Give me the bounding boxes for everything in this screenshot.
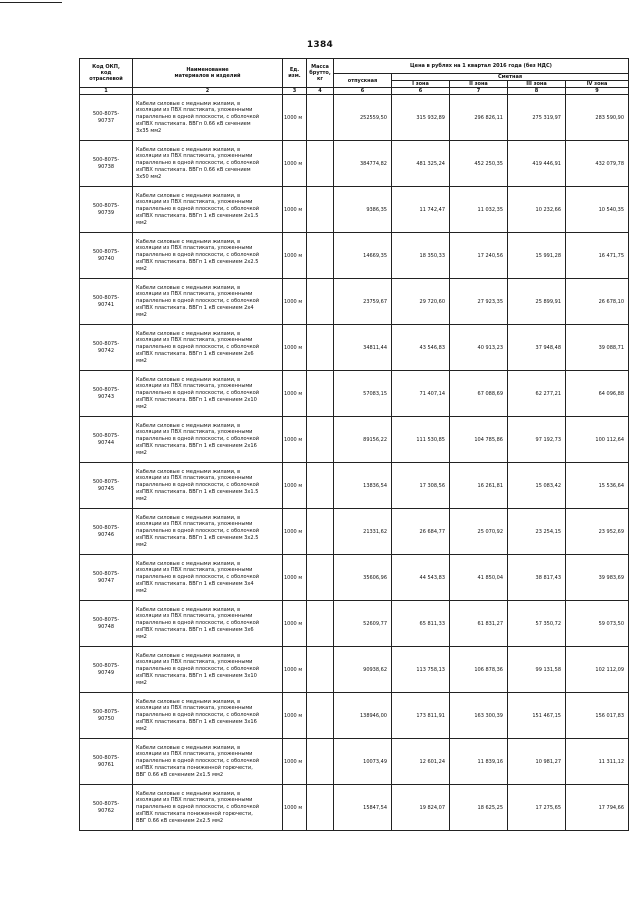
cell-zone-2-price: 41 850,04 — [450, 555, 508, 601]
cell-mass — [307, 279, 334, 325]
cell-mass — [307, 739, 334, 785]
cell-release-price: 138946,00 — [334, 693, 392, 739]
header-name: Наименование материалов и изделий — [133, 59, 283, 88]
header-zone-1: I зона — [392, 81, 450, 88]
corner-rule — [0, 2, 62, 3]
cell-zone-3-price: 37 948,48 — [508, 325, 566, 371]
cell-zone-3-price: 10 232,66 — [508, 187, 566, 233]
table-row — [80, 233, 629, 279]
table-row — [80, 647, 629, 693]
cell-release-price: 21331,62 — [334, 509, 392, 555]
table-row — [80, 509, 629, 555]
cell-zone-1-price: 481 325,24 — [392, 141, 450, 187]
cell-mass — [307, 371, 334, 417]
cell-zone-4-price: 102 112,09 — [566, 647, 629, 693]
cell-name: Кабели силовые с медными жилами, в изоляции из ПВХ пластиката, уложенными параллельно в одной плоскости, с оболочкой изПВХ пластиката. ВВГп 1 кВ сечением 3х10 мм2 — [133, 647, 283, 693]
cell-code: 500-8075- 90745 — [80, 463, 133, 509]
cell-code: 500-8075- 90741 — [80, 279, 133, 325]
cell-zone-1-price: 17 308,56 — [392, 463, 450, 509]
cell-zone-4-price: 17 794,66 — [566, 785, 629, 831]
cell-zone-4-price: 283 590,90 — [566, 95, 629, 141]
table-row — [80, 601, 629, 647]
cell-mass — [307, 187, 334, 233]
cell-release-price: 52609,77 — [334, 601, 392, 647]
cell-zone-4-price: 39 088,71 — [566, 325, 629, 371]
cell-zone-3-price: 99 131,58 — [508, 647, 566, 693]
cell-zone-4-price: 156 017,83 — [566, 693, 629, 739]
cell-mass — [307, 417, 334, 463]
cell-mass — [307, 509, 334, 555]
cell-unit: 1000 м — [283, 233, 307, 279]
table-body — [80, 95, 629, 831]
cell-release-price: 9386,35 — [334, 187, 392, 233]
cell-code: 500-8075- 90740 — [80, 233, 133, 279]
cell-code: 500-8075- 90738 — [80, 141, 133, 187]
cell-unit: 1000 м — [283, 417, 307, 463]
cell-unit: 1000 м — [283, 141, 307, 187]
cell-zone-1-price: 173 811,91 — [392, 693, 450, 739]
cell-unit: 1000 м — [283, 509, 307, 555]
cell-unit: 1000 м — [283, 739, 307, 785]
cell-unit: 1000 м — [283, 95, 307, 141]
cell-zone-3-price: 275 319,97 — [508, 95, 566, 141]
cell-mass — [307, 233, 334, 279]
cell-zone-3-price: 23 254,15 — [508, 509, 566, 555]
cell-zone-2-price: 27 923,35 — [450, 279, 508, 325]
cell-release-price: 89156,22 — [334, 417, 392, 463]
cell-zone-1-price: 18 350,33 — [392, 233, 450, 279]
table-row — [80, 555, 629, 601]
cell-name: Кабели силовые с медными жилами, в изоляции из ПВХ пластиката, уложенными параллельно в одной плоскости, с оболочкой изПВХ пластиката. ВВГп 1 кВ сечением 3х1.5 мм2 — [133, 463, 283, 509]
cell-release-price: 35606,96 — [334, 555, 392, 601]
cell-unit: 1000 м — [283, 279, 307, 325]
cell-zone-4-price: 16 471,75 — [566, 233, 629, 279]
cell-release-price: 90938,62 — [334, 647, 392, 693]
cell-zone-2-price: 18 625,25 — [450, 785, 508, 831]
cell-code: 500-8075- 90749 — [80, 647, 133, 693]
cell-code: 500-8075- 90746 — [80, 509, 133, 555]
column-number: 2 — [133, 88, 283, 95]
cell-zone-3-price: 97 192,73 — [508, 417, 566, 463]
header-release: отпускная — [334, 74, 392, 88]
cell-name: Кабели силовые с медными жилами, в изоляции из ПВХ пластиката, уложенными параллельно в одной плоскости, с оболочкой изПВХ пластиката. ВВГп 0.66 кВ сечением 3х50 мм2 — [133, 141, 283, 187]
cell-zone-4-price: 10 540,35 — [566, 187, 629, 233]
cell-unit: 1000 м — [283, 647, 307, 693]
cell-code: 500-8075- 90744 — [80, 417, 133, 463]
cell-release-price: 384774,82 — [334, 141, 392, 187]
cell-zone-4-price: 15 536,64 — [566, 463, 629, 509]
cell-name: Кабели силовые с медными жилами, в изоляции из ПВХ пластиката, уложенными параллельно в одной плоскости, с оболочкой изПВХ пластиката. ВВГп 1 кВ сечением 3х6 мм2 — [133, 601, 283, 647]
cell-name: Кабели силовые с медными жилами, в изоляции из ПВХ пластиката, уложенными параллельно в одной плоскости, с оболочкой изПВХ пластиката. ВВГп 1 кВ сечением 3х4 мм2 — [133, 555, 283, 601]
header-zone-2: II зона — [450, 81, 508, 88]
cell-zone-1-price: 11 742,47 — [392, 187, 450, 233]
cell-name: Кабели силовые с медными жилами, в изоляции из ПВХ пластиката, уложенными параллельно в одной плоскости, с оболочкой изПВХ пластиката. ВВГп 1 кВ сечением 3х2.5 мм2 — [133, 509, 283, 555]
column-number: 4 — [307, 88, 334, 95]
cell-name: Кабели силовые с медными жилами, в изоляции из ПВХ пластиката, уложенными параллельно в одной плоскости, с оболочкой изПВХ пластиката пониженной горючести, ВВГ 0.66 кВ сечением 2х2.5 мм2 — [133, 785, 283, 831]
column-number: 7 — [450, 88, 508, 95]
cell-code: 500-8075- 90739 — [80, 187, 133, 233]
cell-code: 500-8075- 90742 — [80, 325, 133, 371]
cell-zone-3-price: 17 275,65 — [508, 785, 566, 831]
cell-code: 500-8075- 90737 — [80, 95, 133, 141]
cell-release-price: 23759,67 — [334, 279, 392, 325]
cell-unit: 1000 м — [283, 555, 307, 601]
cell-mass — [307, 555, 334, 601]
cell-unit: 1000 м — [283, 187, 307, 233]
cell-zone-4-price: 100 112,64 — [566, 417, 629, 463]
table-row — [80, 325, 629, 371]
cell-mass — [307, 785, 334, 831]
cell-name: Кабели силовые с медными жилами, в изоляции из ПВХ пластиката, уложенными параллельно в одной плоскости, с оболочкой изПВХ пластиката. ВВГп 1 кВ сечением 2х2.5 мм2 — [133, 233, 283, 279]
table-row — [80, 739, 629, 785]
cell-mass — [307, 95, 334, 141]
price-table — [79, 58, 629, 831]
column-number-row — [80, 88, 629, 95]
cell-release-price: 10073,49 — [334, 739, 392, 785]
cell-zone-3-price: 57 350,72 — [508, 601, 566, 647]
cell-code: 500-8075- 90743 — [80, 371, 133, 417]
cell-release-price: 57083,15 — [334, 371, 392, 417]
cell-zone-1-price: 29 720,60 — [392, 279, 450, 325]
cell-name: Кабели силовые с медными жилами, в изоляции из ПВХ пластиката, уложенными параллельно в одной плоскости, с оболочкой изПВХ пластиката. ВВГп 1 кВ сечением 2х1.5 мм2 — [133, 187, 283, 233]
cell-code: 500-8075- 90748 — [80, 601, 133, 647]
cell-mass — [307, 647, 334, 693]
header-mass: Масса брутто, кг — [307, 59, 334, 88]
table-row — [80, 463, 629, 509]
cell-unit: 1000 м — [283, 693, 307, 739]
cell-zone-3-price: 419 446,91 — [508, 141, 566, 187]
cell-zone-2-price: 106 878,36 — [450, 647, 508, 693]
table-row — [80, 785, 629, 831]
cell-mass — [307, 325, 334, 371]
table-row — [80, 693, 629, 739]
cell-unit: 1000 м — [283, 325, 307, 371]
cell-zone-2-price: 61 831,27 — [450, 601, 508, 647]
cell-name: Кабели силовые с медными жилами, в изоляции из ПВХ пластиката, уложенными параллельно в одной плоскости, с оболочкой изПВХ пластиката. ВВГп 1 кВ сечением 3х16 мм2 — [133, 693, 283, 739]
cell-unit: 1000 м — [283, 601, 307, 647]
cell-zone-3-price: 15 083,42 — [508, 463, 566, 509]
cell-zone-4-price: 23 952,69 — [566, 509, 629, 555]
cell-release-price: 14669,35 — [334, 233, 392, 279]
cell-release-price: 252559,50 — [334, 95, 392, 141]
cell-zone-3-price: 25 899,91 — [508, 279, 566, 325]
cell-name: Кабели силовые с медными жилами, в изоляции из ПВХ пластиката, уложенными параллельно в одной плоскости, с оболочкой изПВХ пластиката. ВВГп 1 кВ сечением 2х4 мм2 — [133, 279, 283, 325]
cell-zone-2-price: 67 088,69 — [450, 371, 508, 417]
cell-zone-4-price: 59 073,50 — [566, 601, 629, 647]
page-number: 1384 — [306, 40, 334, 50]
cell-release-price: 13836,54 — [334, 463, 392, 509]
cell-zone-4-price: 64 096,88 — [566, 371, 629, 417]
table-row — [80, 417, 629, 463]
column-number: 9 — [566, 88, 629, 95]
column-number: 3 — [283, 88, 307, 95]
table-row — [80, 279, 629, 325]
table-row — [80, 95, 629, 141]
table-row — [80, 141, 629, 187]
cell-zone-4-price: 26 678,10 — [566, 279, 629, 325]
cell-zone-4-price: 432 079,78 — [566, 141, 629, 187]
cell-code: 500-8075- 90750 — [80, 693, 133, 739]
cell-release-price: 15847,54 — [334, 785, 392, 831]
cell-unit: 1000 м — [283, 371, 307, 417]
cell-zone-2-price: 16 261,81 — [450, 463, 508, 509]
cell-zone-2-price: 104 785,86 — [450, 417, 508, 463]
cell-zone-4-price: 39 983,69 — [566, 555, 629, 601]
cell-zone-2-price: 296 826,11 — [450, 95, 508, 141]
cell-zone-1-price: 26 684,77 — [392, 509, 450, 555]
cell-zone-1-price: 44 543,83 — [392, 555, 450, 601]
cell-mass — [307, 141, 334, 187]
table-row — [80, 187, 629, 233]
column-number: 8 — [508, 88, 566, 95]
cell-zone-3-price: 62 277,21 — [508, 371, 566, 417]
cell-zone-2-price: 11 032,35 — [450, 187, 508, 233]
cell-code: 500-8075- 90761 — [80, 739, 133, 785]
header-zone-3: III зона — [508, 81, 566, 88]
cell-zone-1-price: 113 758,13 — [392, 647, 450, 693]
cell-name: Кабели силовые с медными жилами, в изоляции из ПВХ пластиката, уложенными параллельно в одной плоскости, с оболочкой изПВХ пластиката. ВВГп 1 кВ сечением 2х6 мм2 — [133, 325, 283, 371]
cell-zone-2-price: 25 070,92 — [450, 509, 508, 555]
cell-zone-2-price: 11 839,16 — [450, 739, 508, 785]
cell-code: 500-8075- 90762 — [80, 785, 133, 831]
cell-mass — [307, 601, 334, 647]
cell-unit: 1000 м — [283, 785, 307, 831]
cell-zone-3-price: 10 981,27 — [508, 739, 566, 785]
header-zone-4: IV зона — [566, 81, 629, 88]
cell-unit: 1000 м — [283, 463, 307, 509]
header-estimate: Сметная — [392, 74, 629, 81]
cell-zone-1-price: 12 601,24 — [392, 739, 450, 785]
header-code: Код ОКП, код отраслевой — [80, 59, 133, 88]
cell-zone-1-price: 71 407,14 — [392, 371, 450, 417]
cell-name: Кабели силовые с медными жилами, в изоляции из ПВХ пластиката, уложенными параллельно в одной плоскости, с оболочкой изПВХ пластиката. ВВГп 1 кВ сечением 2х10 мм2 — [133, 371, 283, 417]
cell-zone-2-price: 452 250,35 — [450, 141, 508, 187]
cell-name: Кабели силовые с медными жилами, в изоляции из ПВХ пластиката, уложенными параллельно в одной плоскости, с оболочкой изПВХ пластиката. ВВГп 0.66 кВ сечением 3х35 мм2 — [133, 95, 283, 141]
cell-zone-3-price: 38 817,43 — [508, 555, 566, 601]
header-unit: Ед. изм. — [283, 59, 307, 88]
header-price-title: Цена в рублях на 1 квартал 2016 года (без НДС) — [334, 59, 629, 74]
table-row — [80, 371, 629, 417]
cell-mass — [307, 463, 334, 509]
cell-code: 500-8075- 90747 — [80, 555, 133, 601]
cell-zone-1-price: 19 824,07 — [392, 785, 450, 831]
cell-zone-3-price: 15 991,28 — [508, 233, 566, 279]
cell-zone-2-price: 17 240,56 — [450, 233, 508, 279]
cell-name: Кабели силовые с медными жилами, в изоляции из ПВХ пластиката, уложенными параллельно в одной плоскости, с оболочкой изПВХ пластиката. ВВГп 1 кВ сечением 2х16 мм2 — [133, 417, 283, 463]
cell-name: Кабели силовые с медными жилами, в изоляции из ПВХ пластиката, уложенными параллельно в одной плоскости, с оболочкой изПВХ пластиката пониженной горючести, ВВГ 0.66 кВ сечением 2х1.5 мм2 — [133, 739, 283, 785]
header-row-1 — [80, 59, 629, 74]
cell-zone-4-price: 11 311,12 — [566, 739, 629, 785]
cell-zone-1-price: 65 811,33 — [392, 601, 450, 647]
column-number: 1 — [80, 88, 133, 95]
cell-zone-3-price: 151 467,15 — [508, 693, 566, 739]
cell-mass — [307, 693, 334, 739]
column-number: 6 — [392, 88, 450, 95]
cell-zone-1-price: 111 530,85 — [392, 417, 450, 463]
cell-zone-2-price: 40 913,23 — [450, 325, 508, 371]
cell-zone-2-price: 163 300,39 — [450, 693, 508, 739]
column-number: 6 — [334, 88, 392, 95]
cell-release-price: 34811,44 — [334, 325, 392, 371]
cell-zone-1-price: 43 546,83 — [392, 325, 450, 371]
cell-zone-1-price: 315 932,89 — [392, 95, 450, 141]
